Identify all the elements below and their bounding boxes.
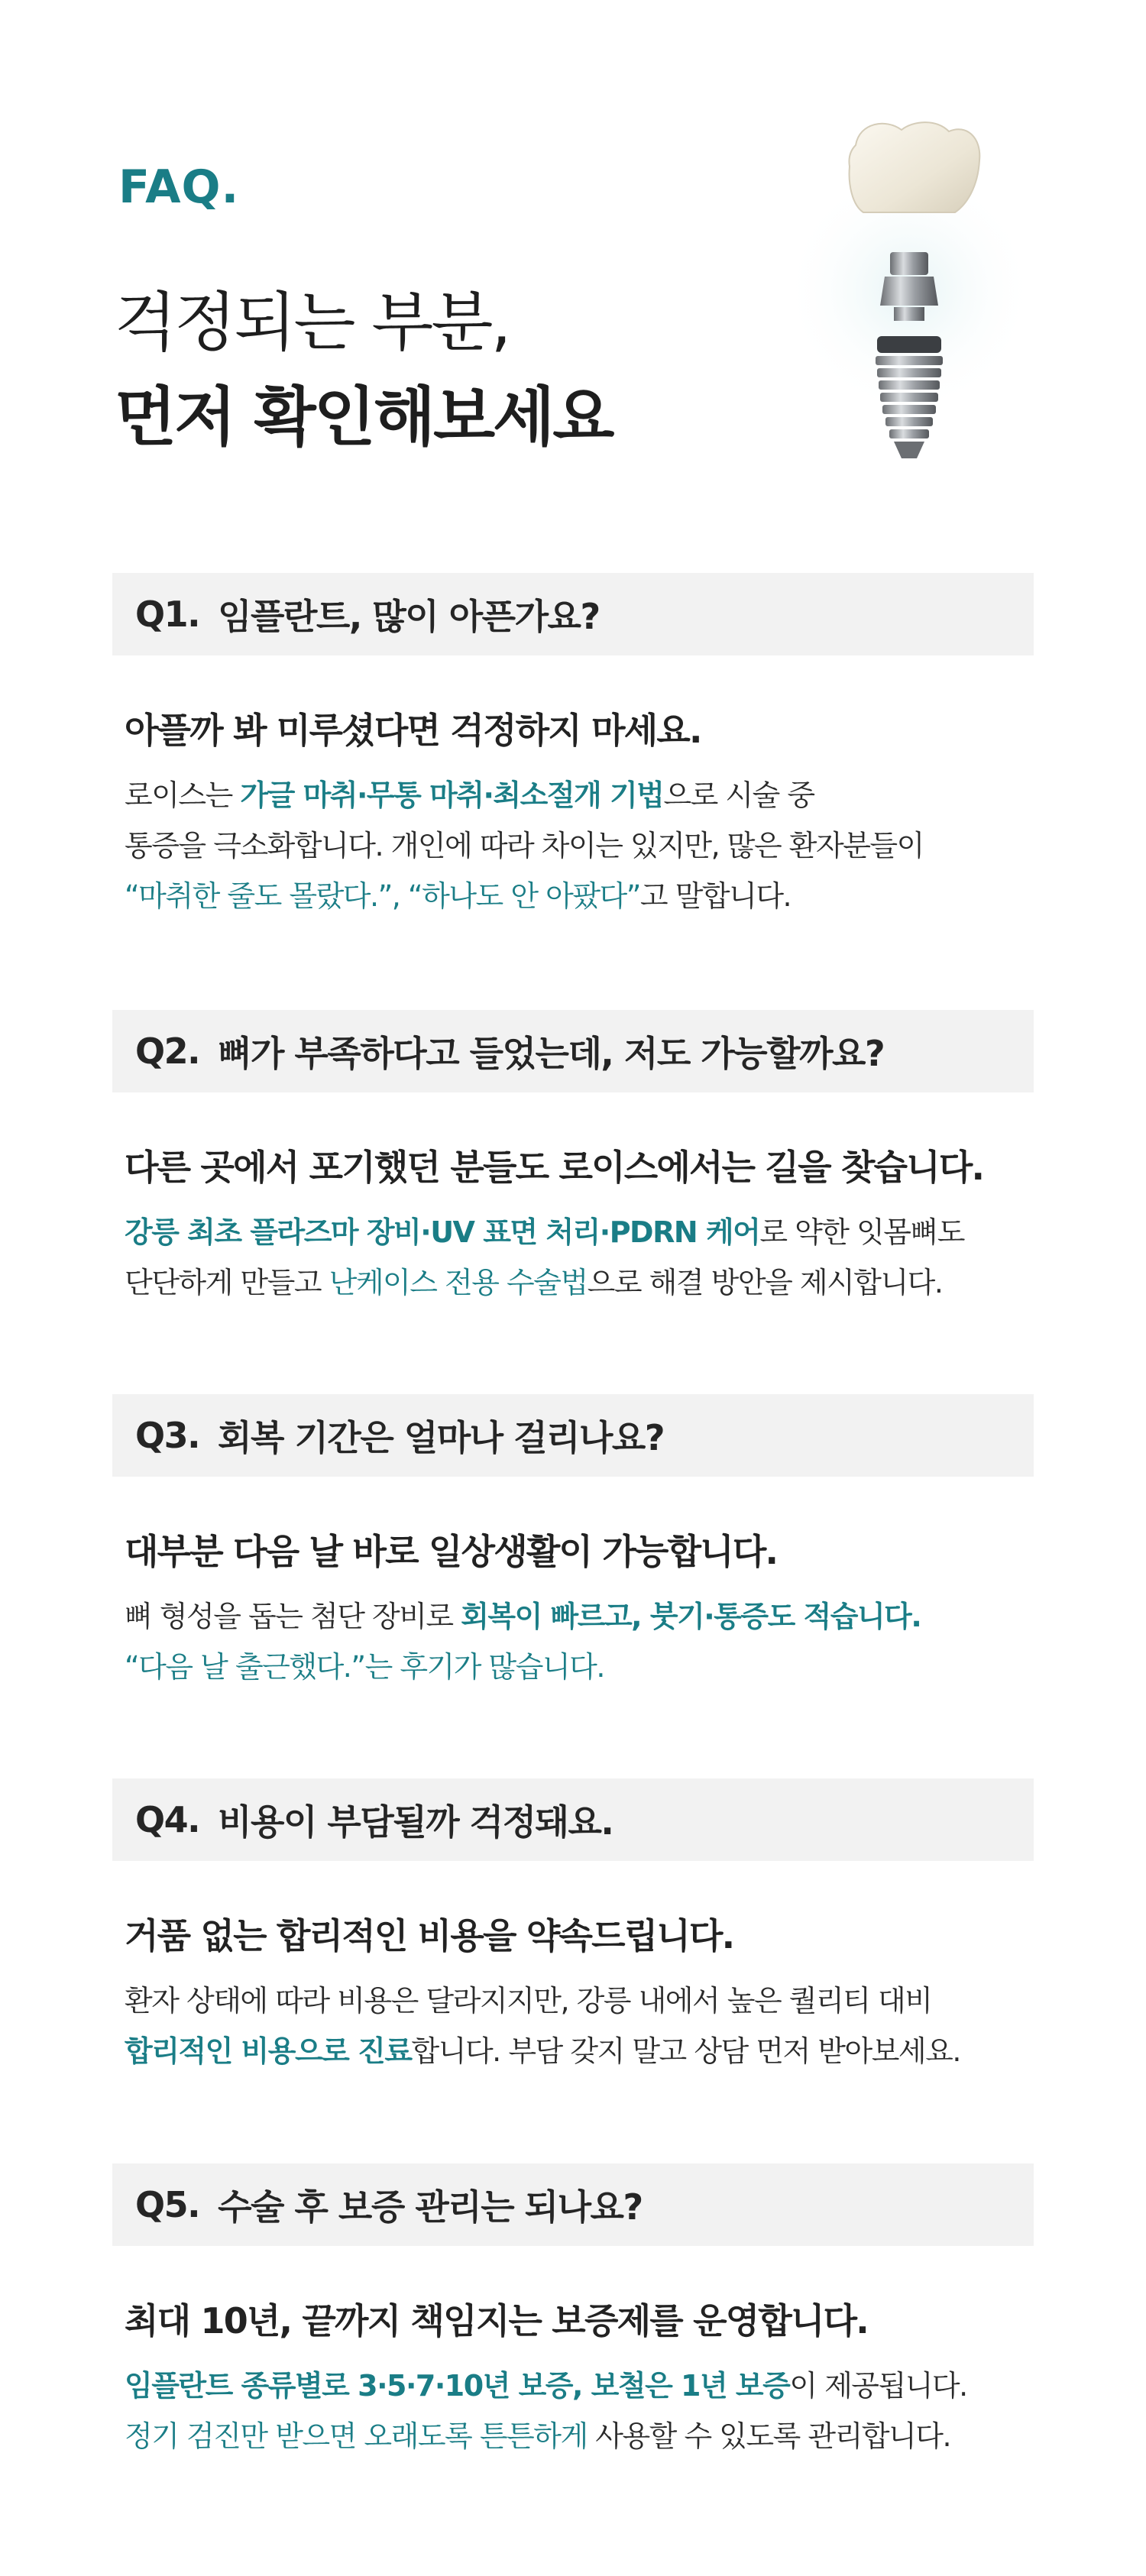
answer-line [125, 1257, 1034, 1308]
answer-accent: 난케이스 전용 수술법 [329, 1266, 588, 1299]
answer-line: 환자 상태에 따라 비용은 달라지지만, 강릉 내에서 높은 퀄리티 대비 [125, 1984, 932, 2018]
faq-question-bar[interactable] [112, 573, 1034, 655]
answer-body [112, 770, 1034, 921]
answer-text: 으로 시술 중 [663, 778, 814, 812]
page-title [115, 275, 612, 464]
answer-accent: 정기 검진만 받으면 오래도록 튼튼하게 [125, 2419, 588, 2453]
answer-line [125, 770, 1034, 820]
answer-lead: 거품 없는 합리적인 비용을 약속드립니다. [125, 1915, 734, 1956]
answer-line [125, 871, 1034, 921]
question-text: 비용이 부담될까 걱정돼요. [218, 1801, 613, 1843]
answer-text: 으로 해결 방안을 제시합니다. [587, 1266, 943, 1299]
faq-question-bar[interactable] [112, 1394, 1034, 1477]
question-number: Q1. [135, 594, 200, 635]
faq-item-2 [112, 1010, 1034, 1308]
answer-body [112, 1591, 1034, 1692]
title-line-2: 먼저 확인해보세요 [115, 380, 613, 455]
faq-question-bar[interactable] [112, 1778, 1034, 1861]
question-text: 회복 기간은 얼마나 걸리나요? [218, 1417, 665, 1458]
answer-line [125, 1591, 1034, 1642]
answer-highlight: 강릉 최초 플라즈마 장비·UV 표면 처리·PDRN 케어 [125, 1215, 760, 1249]
answer-line [125, 2361, 1034, 2411]
faq-item-1 [112, 573, 1034, 921]
answer-text: 이 제공됩니다. [789, 2369, 967, 2403]
answer-line [125, 2026, 1034, 2076]
answer-text: 로이스는 [125, 778, 241, 812]
answer-text: 뼈 형성을 돕는 첨단 장비로 [125, 1600, 461, 1633]
faq-item-4 [112, 1778, 1034, 2076]
answer-quote: “마취한 줄도 몰랐다.”, “하나도 안 아팠다” [125, 879, 640, 913]
question-number: Q2. [135, 1031, 200, 1072]
faq-question-bar[interactable] [112, 1010, 1034, 1092]
faq-question-bar[interactable] [112, 2163, 1034, 2246]
answer-text: 고 말합니다. [639, 879, 792, 913]
answer-body [112, 1207, 1034, 1308]
answer-body [112, 1976, 1034, 2076]
answer-highlight: 합리적인 비용으로 진료 [125, 2034, 412, 2068]
question-text: 뼈가 부족하다고 들었는데, 저도 가능할까요? [218, 1033, 885, 1074]
answer-highlight: 임플란트 종류별로 3·5·7·10년 보증, 보철은 1년 보증 [125, 2369, 790, 2403]
question-text: 수술 후 보증 관리는 되나요? [218, 2186, 643, 2228]
question-number: Q4. [135, 1799, 200, 1840]
answer-quote: “다음 날 출근했다.”는 후기가 많습니다. [125, 1650, 604, 1684]
answer-text: 사용할 수 있도록 관리합니다. [587, 2419, 951, 2453]
title-line-1: 걱정되는 부분, [115, 285, 510, 360]
question-number: Q3. [135, 1415, 200, 1456]
answer-lead: 최대 10년, 끝까지 책임지는 보증제를 운영합니다. [125, 2300, 868, 2341]
dental-implant-icon [772, 115, 1047, 466]
question-text: 임플란트, 많이 아픈가요? [218, 596, 600, 637]
answer-lead: 다른 곳에서 포기했던 분들도 로이스에서는 길을 찾습니다. [125, 1147, 984, 1188]
answer-line [125, 1207, 1034, 1257]
answer-lead: 아플까 봐 미루셨다면 걱정하지 마세요. [125, 710, 701, 751]
answer-lead: 대부분 다음 날 바로 일상생활이 가능합니다. [125, 1531, 778, 1572]
answer-highlight: 회복이 빠르고, 붓기·통증도 적습니다. [461, 1600, 921, 1633]
question-number: Q5. [135, 2184, 200, 2225]
answer-highlight: 가글 마취·무통 마취·최소절개 기법 [240, 778, 664, 812]
answer-body [112, 2361, 1034, 2461]
faq-item-3 [112, 1394, 1034, 1692]
answer-text: 합니다. 부담 갖지 말고 상담 먼저 받아보세요. [411, 2034, 960, 2068]
answer-text: 단단하게 만들고 [125, 1266, 329, 1299]
faq-item-5 [112, 2163, 1034, 2461]
faq-label: FAQ. [118, 160, 240, 214]
answer-text: 로 약한 잇몸뼈도 [759, 1215, 964, 1249]
answer-line: 통증을 극소화합니다. 개인에 따라 차이는 있지만, 많은 환자분들이 [125, 829, 924, 862]
answer-line [125, 2411, 1034, 2461]
